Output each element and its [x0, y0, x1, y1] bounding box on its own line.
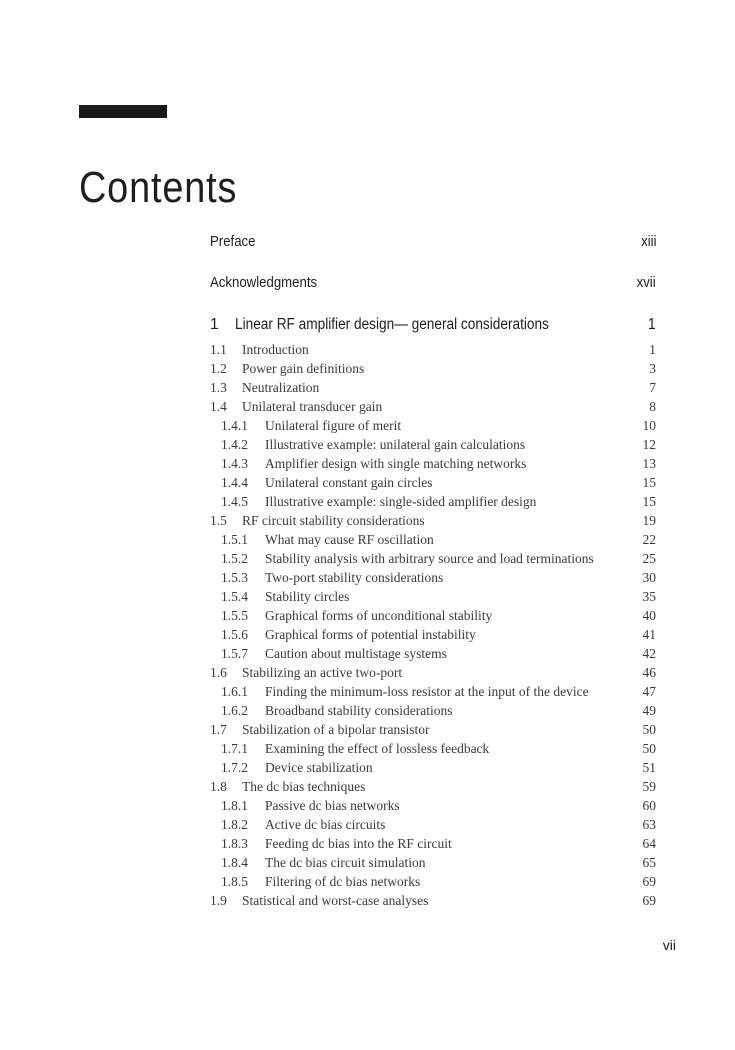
entry-number: 1.5.7	[221, 646, 248, 661]
toc-subsection-entry[interactable]	[210, 815, 656, 834]
entry-number: 1.4.4	[221, 475, 248, 490]
entry-page: 19	[642, 513, 656, 528]
toc-subsection-entry[interactable]	[210, 606, 656, 625]
entry-page: 30	[642, 570, 656, 585]
page-title: Contents	[79, 163, 238, 212]
toc-section-entry[interactable]	[210, 663, 656, 682]
toc-subsection-entry[interactable]	[210, 701, 656, 720]
toc-subsection-entry[interactable]	[210, 796, 656, 815]
toc-entry-acknowledgments[interactable]	[210, 272, 656, 294]
toc-subsection-entry[interactable]	[210, 758, 656, 777]
entry-title: Neutralization	[242, 380, 320, 395]
toc-subsection-entry[interactable]	[210, 625, 656, 644]
entry-page: 50	[642, 722, 656, 737]
toc-chapter-1[interactable]	[210, 314, 656, 336]
entry-number: 1.4	[210, 399, 227, 414]
entry-number: 1.8.4	[221, 855, 248, 870]
entry-title: Unilateral transducer gain	[242, 399, 383, 414]
entry-number: 1.5.3	[221, 570, 248, 585]
entry-number: 1.1	[210, 342, 227, 357]
toc-section-entry[interactable]	[210, 359, 656, 378]
entry-title: The dc bias circuit simulation	[265, 855, 426, 870]
entry-title: Caution about multistage systems	[265, 646, 447, 661]
entry-title: Graphical forms of unconditional stability	[265, 608, 493, 623]
toc-subsection-entry[interactable]	[210, 473, 656, 492]
entry-page: 60	[642, 798, 656, 813]
entry-number: 1.4.1	[221, 418, 248, 433]
toc-subsection-entry[interactable]	[210, 853, 656, 872]
entry-number: 1.6.1	[221, 684, 248, 699]
toc-section-entry[interactable]	[210, 340, 656, 359]
entry-number: 1.5.5	[221, 608, 248, 623]
toc-subsection-entry[interactable]	[210, 568, 656, 587]
entry-number: 1.5.2	[221, 551, 248, 566]
toc-subsection-entry[interactable]	[210, 416, 656, 435]
entry-title: Finding the minimum-loss resistor at the input of the device	[265, 684, 589, 699]
toc-subsection-entry[interactable]	[210, 435, 656, 454]
entry-title: Illustrative example: unilateral gain calculations	[265, 437, 526, 452]
entry-title: Filtering of dc bias networks	[265, 874, 421, 889]
entry-title: Device stabilization	[265, 760, 373, 775]
entry-page: 41	[642, 627, 656, 642]
entry-title: Broadband stability considerations	[265, 703, 453, 718]
entry-page: xvii	[636, 274, 656, 291]
page-number: vii	[662, 937, 676, 953]
entry-title: Two-port stability considerations	[265, 570, 444, 585]
entry-title: Preface	[210, 233, 256, 250]
entry-page: 13	[642, 456, 656, 471]
entry-number: 1.9	[210, 893, 227, 908]
toc-section-entry[interactable]	[210, 720, 656, 739]
entry-page: 46	[642, 665, 656, 680]
entry-number: 1.6	[210, 665, 227, 680]
entry-page: 22	[642, 532, 656, 547]
entry-title: Unilateral figure of merit	[265, 418, 402, 433]
toc-subsection-entry[interactable]	[210, 644, 656, 663]
entry-title: Examining the effect of lossless feedback	[265, 741, 490, 756]
entry-page: xiii	[640, 233, 656, 250]
entry-number: 1.4.3	[221, 456, 248, 471]
entry-page: 1	[649, 342, 656, 357]
entry-page: 42	[642, 646, 656, 661]
entry-number: 1.5	[210, 513, 227, 528]
toc-entry-preface[interactable]	[210, 231, 656, 253]
toc-subsection-entry[interactable]	[210, 587, 656, 606]
toc-subsection-entry[interactable]	[210, 834, 656, 853]
entry-title: Acknowledgments	[210, 274, 318, 291]
entry-page: 51	[642, 760, 656, 775]
entry-page: 64	[642, 836, 656, 851]
entry-page: 15	[642, 475, 656, 490]
entry-title: Stabilization of a bipolar transistor	[242, 722, 430, 737]
entry-page: 8	[649, 399, 656, 414]
toc-section-entry[interactable]	[210, 891, 656, 910]
toc-section-entry[interactable]	[210, 397, 656, 416]
entry-page: 10	[642, 418, 656, 433]
entry-number: 1.5.1	[221, 532, 248, 547]
entry-page: 40	[642, 608, 656, 623]
toc-subsection-entry[interactable]	[210, 530, 656, 549]
toc-subsection-entry[interactable]	[210, 549, 656, 568]
entry-title: Illustrative example: single-sided amplifier design	[265, 494, 537, 509]
entry-number: 1.6.2	[221, 703, 248, 718]
entry-title: Amplifier design with single matching networks	[265, 456, 527, 471]
entry-page: 3	[649, 361, 656, 376]
toc-subsection-entry[interactable]	[210, 872, 656, 891]
entry-number: 1.8.2	[221, 817, 248, 832]
entry-title: Active dc bias circuits	[265, 817, 386, 832]
entry-number: 1.4.2	[221, 437, 248, 452]
entry-page: 69	[642, 874, 656, 889]
toc-subsection-entry[interactable]	[210, 492, 656, 511]
toc-section-entry[interactable]	[210, 777, 656, 796]
entry-page: 12	[642, 437, 656, 452]
entry-page: 7	[649, 380, 656, 395]
entry-page: 25	[642, 551, 656, 566]
entry-number: 1.7.1	[221, 741, 248, 756]
entry-page: 15	[642, 494, 656, 509]
entry-title: Feeding dc bias into the RF circuit	[265, 836, 452, 851]
entry-page: 65	[642, 855, 656, 870]
entry-number: 1.8.5	[221, 874, 248, 889]
entry-page: 47	[642, 684, 656, 699]
toc-subsection-entry[interactable]	[210, 739, 656, 758]
entry-title: Stability circles	[265, 589, 350, 604]
entry-title: Stabilizing an active two-port	[242, 665, 403, 680]
entry-number: 1.8	[210, 779, 227, 794]
entry-number: 1.8.3	[221, 836, 248, 851]
entry-number: 1.3	[210, 380, 227, 395]
chapter-page: 1	[648, 316, 656, 333]
entry-title: What may cause RF oscillation	[265, 532, 434, 547]
entry-number: 1.7.2	[221, 760, 248, 775]
entry-title: RF circuit stability considerations	[242, 513, 425, 528]
entry-number: 1.5.4	[221, 589, 248, 604]
entry-title: Power gain definitions	[242, 361, 365, 376]
decorative-rule	[79, 105, 167, 118]
chapter-number: 1	[210, 316, 219, 333]
entry-title: Stability analysis with arbitrary source and load terminations	[265, 551, 594, 566]
entry-page: 50	[642, 741, 656, 756]
toc-section-entry[interactable]	[210, 378, 656, 397]
entry-number: 1.7	[210, 722, 227, 737]
entry-page: 49	[642, 703, 656, 718]
toc-section-entry[interactable]	[210, 511, 656, 530]
entry-number: 1.2	[210, 361, 227, 376]
entry-title: Passive dc bias networks	[265, 798, 400, 813]
toc-subsection-entry[interactable]	[210, 454, 656, 473]
entry-number: 1.5.6	[221, 627, 248, 642]
entry-title: The dc bias techniques	[242, 779, 366, 794]
entry-page: 69	[642, 893, 656, 908]
chapter-title: Linear RF amplifier design— general considerations	[235, 316, 549, 333]
entry-page: 63	[642, 817, 656, 832]
entry-title: Introduction	[242, 342, 309, 357]
entry-page: 59	[642, 779, 656, 794]
entry-title: Unilateral constant gain circles	[265, 475, 433, 490]
entry-title: Statistical and worst-case analyses	[242, 893, 429, 908]
toc-subsection-entry[interactable]	[210, 682, 656, 701]
entry-page: 35	[642, 589, 656, 604]
entry-number: 1.8.1	[221, 798, 248, 813]
entry-title: Graphical forms of potential instability	[265, 627, 476, 642]
entry-number: 1.4.5	[221, 494, 248, 509]
